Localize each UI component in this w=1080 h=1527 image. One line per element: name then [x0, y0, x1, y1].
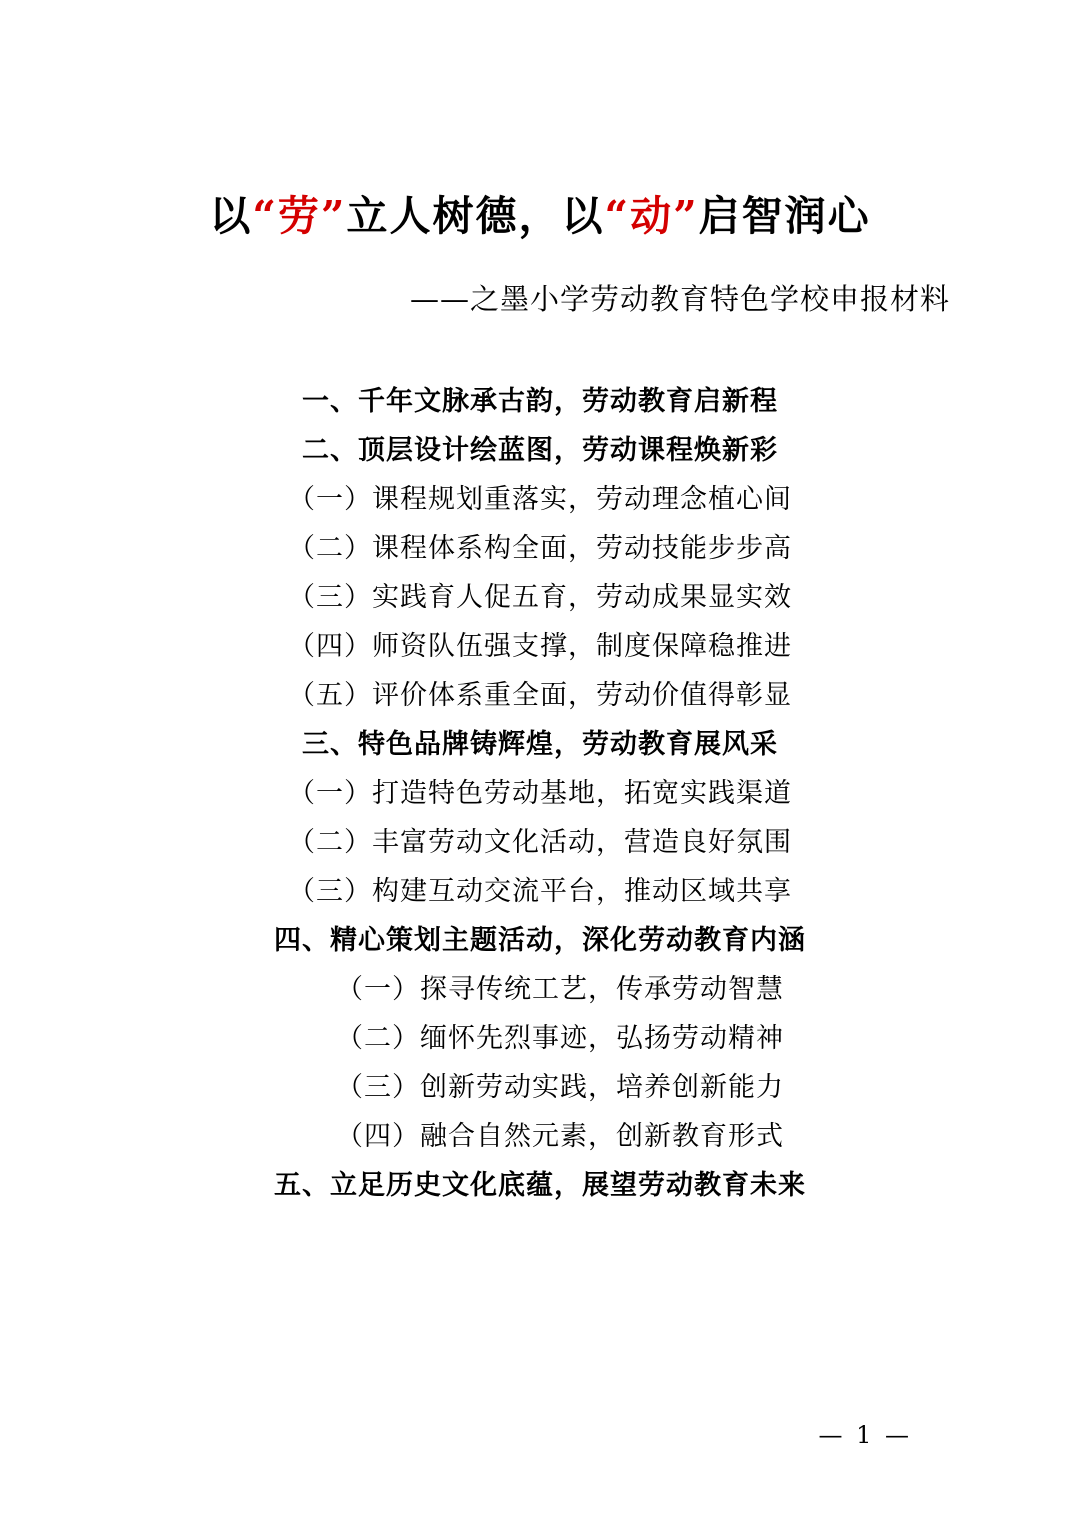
title-segment: 立人树德，以 — [346, 192, 605, 240]
toc-entry: （三）创新劳动实践，培养创新能力 — [336, 1072, 784, 1104]
title-highlight: “劳” — [252, 192, 347, 240]
toc-entry: 三、特色品牌铸辉煌，劳动教育展风采 — [302, 729, 778, 761]
toc-entry: （三）实践育人促五育，劳动成果显实效 — [288, 582, 792, 614]
toc-entry: （四）师资队伍强支撑，制度保障稳推进 — [288, 631, 792, 663]
toc-entry: （二）丰富劳动文化活动，营造良好氛围 — [288, 827, 792, 859]
toc-entry: （二）缅怀先烈事迹，弘扬劳动精神 — [336, 1023, 784, 1055]
table-of-contents — [0, 386, 1080, 1202]
toc-entry: 四、精心策划主题活动，深化劳动教育内涵 — [274, 925, 806, 957]
toc-entry: （一）课程规划重落实，劳动理念植心间 — [288, 484, 792, 516]
title-segment: 以 — [209, 192, 253, 240]
toc-entry: 五、立足历史文化底蕴，展望劳动教育未来 — [274, 1170, 806, 1202]
title-segment: 启智润心 — [698, 192, 871, 240]
toc-entry: 一、千年文脉承古韵，劳动教育启新程 — [302, 386, 778, 418]
toc-entry: 二、顶层设计绘蓝图，劳动课程焕新彩 — [302, 435, 778, 467]
toc-entry: （一）探寻传统工艺，传承劳动智慧 — [336, 974, 784, 1006]
toc-entry: （四）融合自然元素，创新教育形式 — [336, 1121, 784, 1153]
page-title — [0, 190, 1080, 243]
toc-entry: （二）课程体系构全面，劳动技能步步高 — [288, 533, 792, 565]
toc-entry: （一）打造特色劳动基地，拓宽实践渠道 — [288, 778, 792, 810]
toc-entry: （三）构建互动交流平台，推动区域共享 — [288, 876, 792, 908]
page-number: — 1 — — [818, 1421, 912, 1449]
toc-entry: （五）评价体系重全面，劳动价值得彰显 — [288, 680, 792, 712]
document-subtitle: ——之墨小学劳动教育特色学校申报材料 — [409, 282, 950, 317]
title-highlight: “动” — [604, 192, 699, 240]
